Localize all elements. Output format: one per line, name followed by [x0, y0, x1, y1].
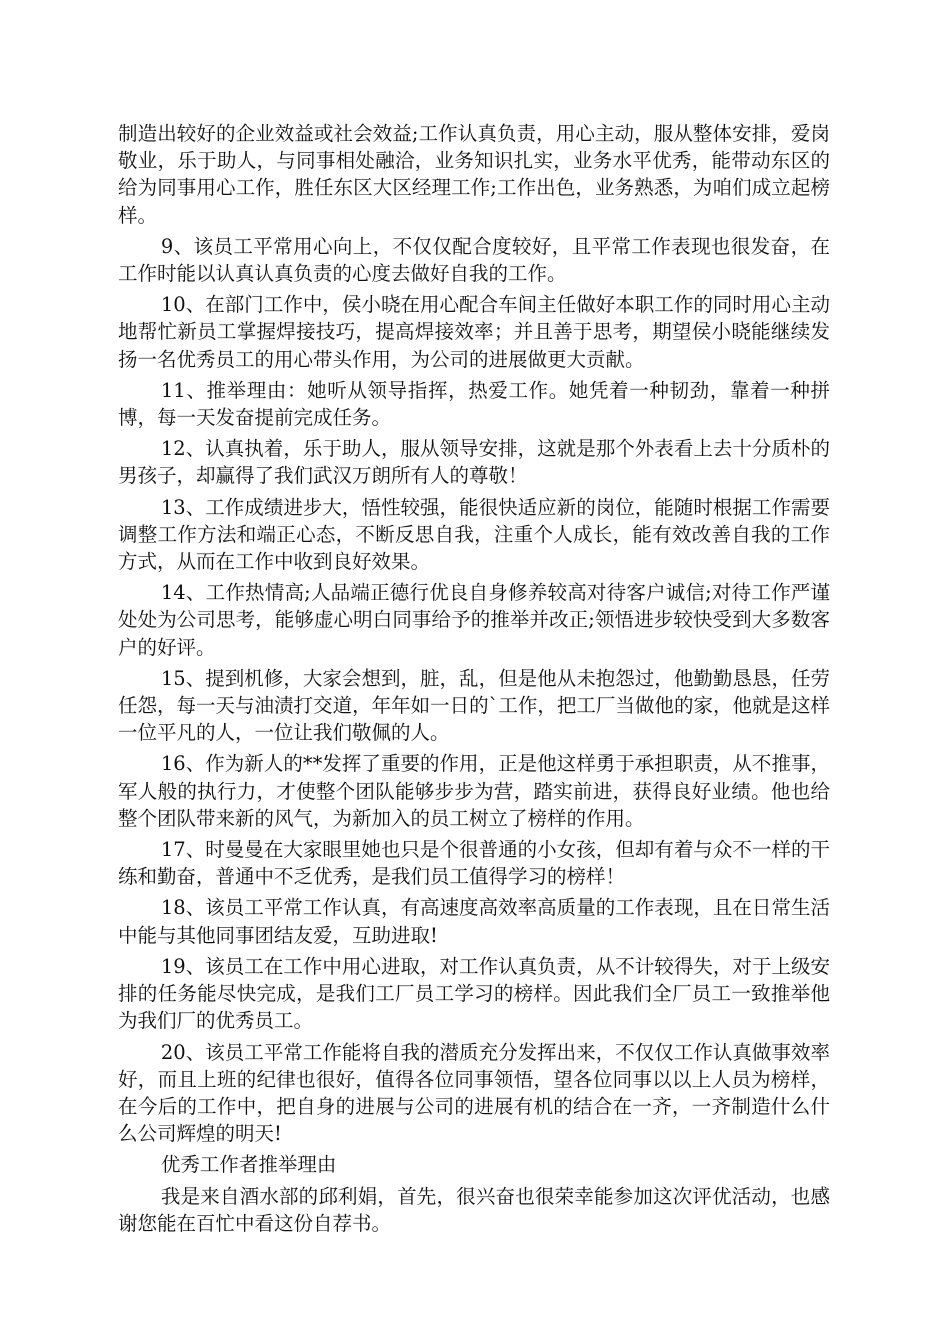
section-heading: 优秀工作者推举理由	[160, 1153, 337, 1177]
document-body	[118, 120, 830, 1241]
paragraph-item-17: 17、时曼曼在大家眼里她也只是个很普通的小女孩，但却有着与众不一样的干练和勤奋，普通中不乏优秀，是我们员工值得学习的榜样！	[118, 838, 830, 889]
paragraph-item-18: 18、该员工平常工作认真，有高速度高效率高质量的工作表现，且在日常生活中能与其他同事团结友爱，互助进取!	[118, 896, 830, 947]
paragraph-continued: 制造出较好的企业效益或社会效益;工作认真负责，用心主动，服从整体安排，爱岗敬业，乐于助人，与同事相处融洽，业务知识扎实，业务水平优秀，能带动东区的给为同事用心工作，胜任东区大区经理工作;工作出色，业务熟悉，为咱们成立起榜样。	[118, 122, 830, 227]
paragraph-item-15: 15、提到机修，大家会想到，脏，乱，但是他从未抱怨过，他勤勤恳恳，任劳任怨，每一天与油渍打交道，年年如一日的`工作，把工厂当做他的家，他就是这样一位平凡的人，一位让我们敬佩的人。	[118, 666, 830, 745]
paragraph-item-19: 19、该员工在工作中用心进取，对工作认真负责，从不计较得失，对于上级安排的任务能尽快完成，是我们工厂员工学习的榜样。因此我们全厂员工一致推举他为我们厂的优秀员工。	[118, 954, 830, 1033]
paragraph-item-10: 10、在部门工作中，侯小晓在用心配合车间主任做好本职工作的同时用心主动地帮忙新员工掌握焊接技巧，提高焊接效率；并且善于思考，期望侯小晓能继续发扬一名优秀员工的用心带头作用，为公司的进展做更大贡献。	[118, 293, 830, 371]
paragraph-self-recommendation: 我是来自酒水部的邱利娟，首先，很兴奋也很荣幸能参加这次评优活动，也感谢您能在百忙中看这份自荐书。	[118, 1184, 830, 1235]
paragraph-item-16: 16、作为新人的**发挥了重要的作用，正是他这样勇于承担职责，从不推事，军人般的执行力，才使整个团队能够步步为营，踏实前进，获得良好业绩。他也给整个团队带来新的风气，为新加入的员工树立了榜样的作用。	[118, 752, 830, 830]
paragraph-item-12: 12、认真执着，乐于助人，服从领导安排，这就是那个外表看上去十分质朴的男孩子，却赢得了我们武汉万朗所有人的尊敬！	[118, 437, 830, 488]
paragraph-item-9: 9、该员工平常用心向上，不仅仅配合度较好，且平常工作表现也很发奋，在工作时能以认真认真负责的心度去做好自我的工作。	[118, 234, 830, 286]
paragraph-item-14: 14、工作热情高;人品端正德行优良自身修养较高对待客户诚信;对待工作严谨处处为公司思考，能够虚心明白同事给予的推举并改正;领悟进步较快受到大多数客户的好评。	[118, 581, 830, 659]
paragraph-item-20: 20、该员工平常工作能将自我的潜质充分发挥出来，不仅仅工作认真做事效率好，而且上班的纪律也很好，值得各位同事领悟，望各位同事以以上人员为榜样，在今后的工作中，把自身的进展与公司的进展有机的结合在一齐，一齐制造什么什么公司辉煌的明天!	[118, 1040, 830, 1146]
paragraph-item-11: 11、推举理由：她听从领导指挥，热爱工作。她凭着一种韧劲，靠着一种拼博，每一天发奋提前完成任务。	[118, 378, 830, 430]
paragraph-item-13: 13、工作成绩进步大，悟性较强，能很快适应新的岗位，能随时根据工作需要调整工作方法和端正心态，不断反思自我，注重个人成长，能有效改善自我的工作方式，从而在工作中收到良好效果。	[118, 495, 830, 574]
